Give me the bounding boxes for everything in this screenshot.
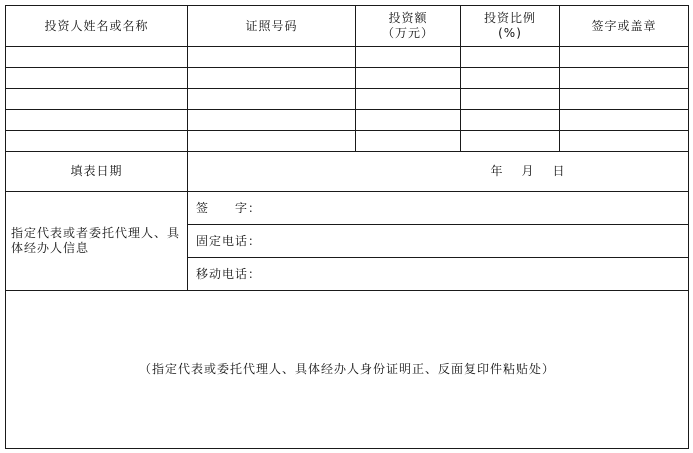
cell-investment-ratio[interactable] (461, 68, 560, 89)
table-row (6, 68, 689, 89)
header-investment-ratio (461, 6, 560, 47)
cell-investment-ratio[interactable] (461, 110, 560, 131)
agent-signature-colon: ： (248, 200, 261, 215)
agent-fixed-phone-field[interactable] (188, 225, 689, 258)
agent-fixed-phone-colon: ： (248, 233, 261, 248)
agent-info-label: 指定代表或者委托代理人、具体经办人信息 (6, 192, 188, 291)
cell-signature[interactable] (560, 131, 689, 152)
header-license-number: 证照号码 (188, 6, 356, 47)
agent-signature-label: 签 字 (196, 200, 249, 215)
cell-investment-amount[interactable] (356, 110, 461, 131)
cell-signature[interactable] (560, 68, 689, 89)
agent-mobile-phone-label: 移动电话 (196, 266, 249, 281)
agent-mobile-phone-field[interactable] (188, 258, 689, 291)
header-investment-ratio-line2: (%) (498, 26, 522, 40)
cell-investor-name[interactable] (6, 131, 188, 152)
cell-license-number[interactable] (188, 131, 356, 152)
fill-date-day: 日 (552, 164, 566, 178)
agent-signature-field[interactable] (188, 192, 689, 225)
cell-investment-amount[interactable] (356, 131, 461, 152)
header-investment-amount (356, 6, 461, 47)
cell-investment-ratio[interactable] (461, 131, 560, 152)
cell-signature[interactable] (560, 47, 689, 68)
cell-investment-ratio[interactable] (461, 47, 560, 68)
cell-signature[interactable] (560, 89, 689, 110)
agent-fixed-phone-label: 固定电话 (196, 233, 249, 248)
cell-license-number[interactable] (188, 89, 356, 110)
agent-mobile-phone-colon: ： (248, 266, 261, 281)
cell-investment-amount[interactable] (356, 68, 461, 89)
table-row (6, 47, 689, 68)
id-copy-paste-area[interactable]: （指定代表或委托代理人、具体经办人身份证明正、反面复印件粘贴处） (6, 291, 689, 449)
cell-investment-amount[interactable] (356, 47, 461, 68)
fill-date-year: 年 (490, 164, 504, 178)
cell-license-number[interactable] (188, 110, 356, 131)
cell-signature[interactable] (560, 110, 689, 131)
agent-signature-row (6, 192, 689, 225)
fill-date-row (6, 152, 689, 192)
table-row (6, 131, 689, 152)
table-row (6, 110, 689, 131)
cell-investor-name[interactable] (6, 47, 188, 68)
cell-license-number[interactable] (188, 68, 356, 89)
fill-date-value-cell[interactable] (188, 152, 689, 192)
cell-investor-name[interactable] (6, 68, 188, 89)
cell-investment-ratio[interactable] (461, 89, 560, 110)
fill-date-month: 月 (521, 164, 535, 178)
id-copy-paste-row (6, 291, 689, 449)
cell-investor-name[interactable] (6, 89, 188, 110)
header-signature-or-seal: 签字或盖章 (560, 6, 689, 47)
cell-license-number[interactable] (188, 47, 356, 68)
table-row (6, 89, 689, 110)
header-investment-ratio-line1: 投资比例 (483, 11, 536, 25)
header-investment-amount-line1: 投资额 (388, 11, 428, 25)
header-investment-amount-line2: （万元） (381, 26, 434, 40)
header-investor-name: 投资人姓名或名称 (6, 6, 188, 47)
fill-date-label: 填表日期 (6, 152, 188, 192)
investor-form-table (5, 5, 689, 449)
header-row (6, 6, 689, 47)
cell-investment-amount[interactable] (356, 89, 461, 110)
cell-investor-name[interactable] (6, 110, 188, 131)
